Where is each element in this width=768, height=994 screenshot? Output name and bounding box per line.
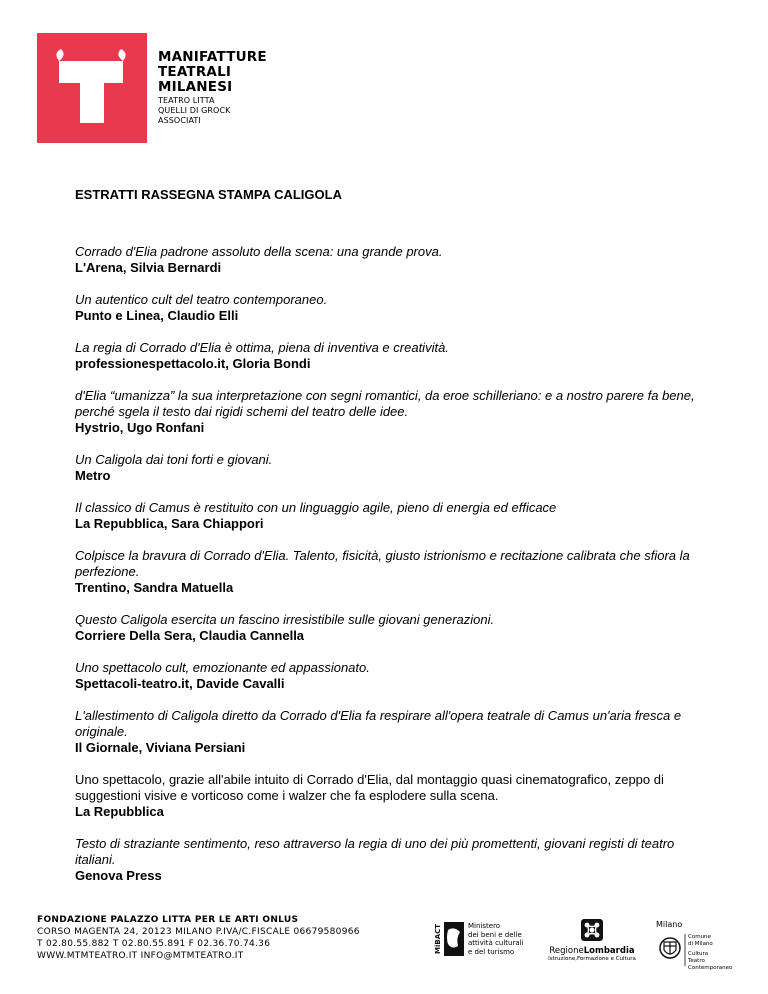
brand-sub-line: QUELLI DI GROCK: [158, 106, 231, 115]
comune-milano-logo: [656, 920, 736, 971]
milano-sub-line: Comune: [688, 934, 711, 940]
milano-sub: [688, 934, 736, 972]
press-quote: [75, 388, 715, 436]
quote-text: Un autentico cult del teatro contemporaneo.: [75, 292, 328, 307]
brand-sub-line: TEATRO LITTA: [158, 96, 215, 105]
quote-text: La regia di Corrado d'Elia è ottima, piena di inventiva e creatività.: [75, 340, 449, 355]
press-quote: [75, 452, 715, 484]
quote-source: professionespettacolo.it, Gloria Bondi: [75, 356, 311, 371]
footer-contact: [37, 914, 360, 962]
milano-sub-line: di Milano: [688, 941, 713, 947]
quote-text: Uno spettacolo cult, emozionante ed appassionato.: [75, 660, 370, 675]
footer-org: FONDAZIONE PALAZZO LITTA PER LE ARTI ONLUS: [37, 915, 299, 925]
regione-name: [542, 946, 642, 956]
press-quote: [75, 708, 715, 756]
press-quote: [75, 612, 715, 644]
mibact-line: dei beni e delle: [468, 930, 522, 939]
press-quotes-list: [75, 244, 715, 900]
press-quote: [75, 772, 715, 820]
mibact-text: [468, 922, 524, 956]
press-quote: [75, 500, 715, 532]
quote-source: Hystrio, Ugo Ronfani: [75, 420, 205, 435]
regione-sub: Istruzione,Formazione e Cultura: [548, 956, 636, 962]
mibact-line: attività culturali: [468, 939, 524, 947]
press-quote: [75, 548, 715, 596]
quote-text: Colpisce la bravura di Corrado d'Elia. Talento, fisicità, giusto istrionismo e recitazione calibrata che sfiora la perfezione.: [75, 548, 690, 579]
quote-source: La Repubblica: [75, 804, 164, 819]
brand-line: MANIFATTURE: [158, 49, 267, 65]
press-quote: [75, 836, 715, 884]
mibact-tag: MiBACT: [434, 923, 442, 954]
footer-phones: T 02.80.55.882 T 02.80.55.891 F 02.36.70.74.36: [37, 939, 271, 949]
quote-source: Il Giornale, Viviana Persiani: [75, 740, 246, 755]
quote-source: Spettacoli-teatro.it, Davide Cavalli: [75, 676, 285, 691]
mibact-line: Ministero: [468, 922, 501, 930]
quote-source: Punto e Linea, Claudio Elli: [75, 308, 239, 323]
milano-sub-line: Cultura: [688, 951, 709, 957]
quote-source: Trentino, Sandra Matuella: [75, 580, 234, 595]
quote-source: Metro: [75, 468, 111, 483]
regione-name-b: Lombardia: [583, 946, 635, 956]
milano-sub-line: Teatro Contemporaneo: [688, 958, 733, 971]
brand-line: MILANESI: [158, 79, 233, 95]
brand-sub-line: ASSOCIATI: [158, 116, 201, 125]
quote-text: Un Caligola dai toni forti e giovani.: [75, 452, 273, 467]
brand-line: TEATRALI: [158, 64, 232, 80]
quote-text: L'allestimento di Caligola diretto da Corrado d'Elia fa respirare all'opera teatrale di Camus un'aria fresca e originale.: [75, 708, 682, 739]
quote-text: d'Elia “umanizza” la sua interpretazione con segni romantici, da eroe schilleriano: e a nostro parere fa bene, perché sgela il testo dai rigidi schemi del teatro delle idee.: [75, 388, 695, 419]
quote-text: Il classico di Camus è restituito con un linguaggio agile, pieno di energia ed efficace: [75, 500, 557, 515]
footer-web: WWW.MTMTEATRO.IT INFO@MTMTEATRO.IT: [37, 951, 244, 961]
press-quote: [75, 340, 715, 372]
mtm-logo: [37, 33, 147, 143]
press-quote: [75, 244, 715, 276]
milano-title: Milano: [656, 920, 683, 929]
quote-source: Genova Press: [75, 868, 162, 883]
footer-address: CORSO MAGENTA 24, 20123 MILANO P.IVA/C.FISCALE 06679580966: [37, 927, 360, 937]
regione-lombardia-logo: [542, 919, 642, 962]
press-quote: [75, 660, 715, 692]
press-quote: [75, 292, 715, 324]
quote-text: Questo Caligola esercita un fascino irresistibile sulle giovani generazioni.: [75, 612, 495, 627]
quote-text: Testo di straziante sentimento, reso attraverso la regia di uno dei più promettenti, giovani registi di teatro italiani.: [75, 836, 675, 867]
rosa-camuna-icon: [581, 919, 603, 941]
quote-source: Corriere Della Sera, Claudia Cannella: [75, 628, 305, 643]
quote-source: L'Arena, Silvia Bernardi: [75, 260, 222, 275]
mibact-emblem-icon: [434, 920, 464, 958]
quote-source: La Repubblica, Sara Chiappori: [75, 516, 264, 531]
quote-text: Corrado d'Elia padrone assoluto della scena: una grande prova.: [75, 244, 443, 259]
document-title: ESTRATTI RASSEGNA STAMPA CALIGOLA: [75, 187, 342, 202]
regione-name-a: Regione: [549, 946, 584, 956]
mibact-logo: [434, 920, 464, 963]
t-mark-icon: [37, 33, 147, 143]
quote-text: Uno spettacolo, grazie all'abile intuito di Corrado d'Elia, dal montaggio quasi cinematografico, zeppo di suggestioni visive e vorticoso come i walzer che fa esplodere sulla scena.: [75, 772, 664, 803]
brand-name: [158, 50, 267, 126]
mibact-line: e del turismo: [468, 947, 515, 956]
